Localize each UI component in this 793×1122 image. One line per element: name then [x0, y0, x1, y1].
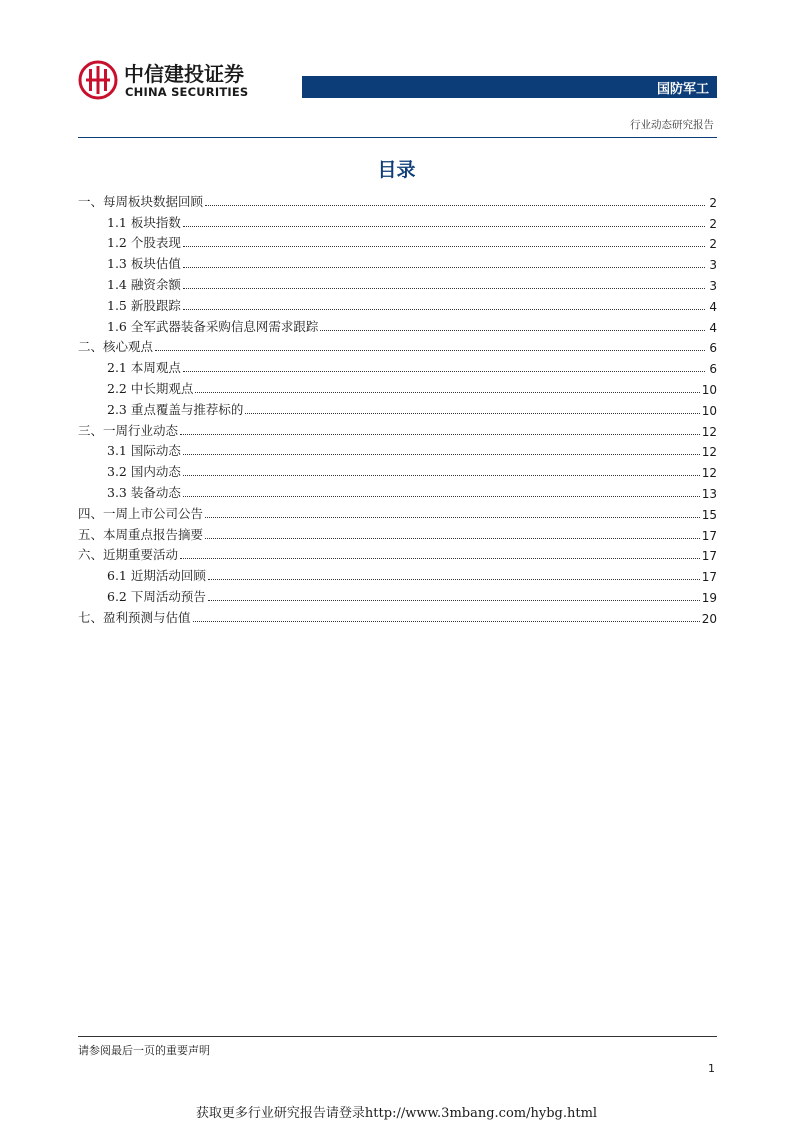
header-divider	[78, 137, 717, 138]
toc-entry-label: 五、本周重点报告摘要	[78, 526, 204, 542]
toc-entry-label: 1.3 板块估值	[107, 256, 181, 272]
toc-dot-leader	[183, 474, 700, 476]
toc-dot-leader	[180, 433, 700, 435]
toc-dot-leader	[208, 578, 700, 580]
toc-entry-label: 1.1 板块指数	[107, 214, 181, 230]
footer-divider	[78, 1036, 717, 1037]
toc-dot-leader	[245, 412, 699, 414]
toc-entry-page: 19	[701, 590, 717, 605]
toc-entry[interactable]	[78, 251, 717, 272]
toc-entry[interactable]	[78, 563, 717, 584]
toc-entry-page: 12	[701, 445, 717, 460]
toc-entry-label: 一、每周板块数据回顾	[78, 193, 204, 209]
toc-entry-page: 6	[709, 341, 717, 356]
toc-entry-label: 3.2 国内动态	[107, 464, 181, 480]
toc-dot-leader	[320, 329, 705, 331]
disclaimer-note: 请参阅最后一页的重要声明	[78, 1044, 210, 1057]
toc-entry[interactable]	[78, 189, 717, 210]
toc-entry-page: 6	[709, 362, 717, 377]
logo-english-name: CHINA SECURITIES	[125, 85, 249, 99]
toc-entry-label: 6.1 近期活动回顾	[107, 568, 206, 584]
toc-entry[interactable]	[78, 480, 717, 501]
toc-dot-leader	[183, 495, 700, 497]
toc-entry-label: 1.4 融资余额	[107, 276, 181, 292]
promo-link-text[interactable]: 获取更多行业研究报告请登录http://www.3mbang.com/hybg.html	[195, 1106, 598, 1121]
toc-entry-page: 4	[709, 299, 717, 314]
toc-entry-page: 10	[701, 382, 717, 397]
toc-dot-leader	[205, 204, 705, 206]
toc-entry-label: 六、近期重要活动	[78, 547, 179, 563]
toc-entry-label: 2.2 中长期观点	[107, 380, 194, 396]
toc-entry-page: 12	[701, 424, 717, 439]
toc-dot-leader	[183, 370, 705, 372]
section-label: 国防军工	[656, 82, 709, 97]
toc-entry-page: 13	[701, 486, 717, 501]
toc-entry-page: 15	[701, 507, 717, 522]
toc-dot-leader	[205, 537, 700, 539]
toc-entry[interactable]	[78, 210, 717, 231]
toc-entry[interactable]	[78, 439, 717, 460]
china-securities-logo-icon	[78, 60, 118, 100]
toc-entry-page: 3	[709, 278, 717, 293]
toc-dot-leader	[183, 245, 705, 247]
toc-entry-label: 1.5 新股跟踪	[107, 297, 181, 313]
toc-dot-leader	[183, 287, 705, 289]
report-type: 行业动态研究报告	[630, 119, 714, 131]
toc-entry-page: 17	[701, 549, 717, 564]
toc-entry[interactable]	[78, 272, 717, 293]
toc-entry-label: 二、核心观点	[78, 339, 154, 355]
toc-entry[interactable]	[78, 293, 717, 314]
toc-entry-label: 6.2 下周活动预告	[107, 588, 206, 604]
toc-entry-label: 2.3 重点覆盖与推荐标的	[107, 401, 244, 417]
toc-entry[interactable]	[78, 231, 717, 252]
toc-dot-leader	[183, 225, 705, 227]
toc-entry-label: 四、一周上市公司公告	[78, 505, 204, 521]
toc-entry-label: 七、盈利预测与估值	[78, 609, 191, 625]
table-of-contents	[78, 189, 717, 626]
toc-entry[interactable]	[78, 418, 717, 439]
toc-dot-leader	[155, 349, 705, 351]
toc-entry-label: 3.3 装备动态	[107, 484, 181, 500]
toc-entry-page: 4	[709, 320, 717, 335]
toc-entry-page: 2	[709, 216, 717, 231]
page-number: 1	[708, 1062, 715, 1075]
toc-entry[interactable]	[78, 335, 717, 356]
toc-dot-leader	[183, 453, 700, 455]
toc-entry-label: 3.1 国际动态	[107, 443, 181, 459]
toc-entry[interactable]	[78, 376, 717, 397]
toc-entry-page: 12	[701, 466, 717, 481]
toc-dot-leader	[183, 308, 705, 310]
toc-dot-leader	[180, 557, 700, 559]
toc-entry-label: 1.2 个股表现	[107, 235, 181, 251]
toc-dot-leader	[193, 620, 700, 622]
toc-entry[interactable]	[78, 397, 717, 418]
toc-entry[interactable]	[78, 543, 717, 564]
section-banner	[302, 76, 717, 98]
toc-entry[interactable]	[78, 522, 717, 543]
toc-entry-page: 10	[701, 403, 717, 418]
toc-entry[interactable]	[78, 459, 717, 480]
toc-entry-page: 17	[701, 570, 717, 585]
toc-dot-leader	[205, 516, 700, 518]
toc-dot-leader	[208, 599, 700, 601]
toc-entry[interactable]	[78, 355, 717, 376]
toc-dot-leader	[183, 266, 705, 268]
logo-chinese-name: 中信建投证券	[124, 62, 244, 86]
toc-entry[interactable]	[78, 501, 717, 522]
toc-title: 目录	[377, 159, 416, 181]
toc-entry-page: 2	[709, 237, 717, 252]
toc-entry-label: 三、一周行业动态	[78, 422, 179, 438]
toc-entry-label: 2.1 本周观点	[107, 360, 181, 376]
company-logo	[78, 58, 258, 104]
toc-entry[interactable]	[78, 584, 717, 605]
toc-entry-page: 2	[709, 195, 717, 210]
toc-entry-page: 17	[701, 528, 717, 543]
toc-entry-page: 3	[709, 258, 717, 273]
toc-entry-label: 1.6 全军武器装备采购信息网需求跟踪	[107, 318, 319, 334]
toc-entry[interactable]	[78, 314, 717, 335]
toc-entry-page: 20	[701, 611, 717, 626]
toc-dot-leader	[195, 391, 699, 393]
toc-entry[interactable]	[78, 605, 717, 626]
